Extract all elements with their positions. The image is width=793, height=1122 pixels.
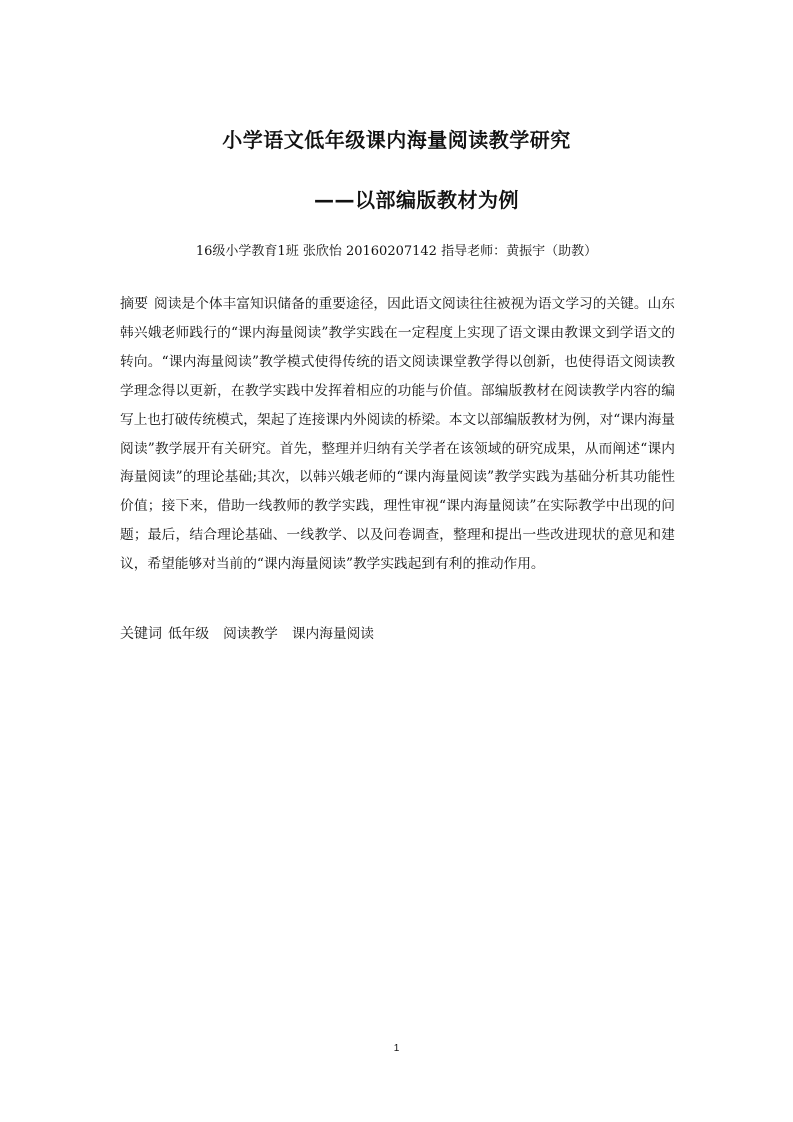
abstract-text: 阅读是个体丰富知识储备的重要途径，因此语文阅读往往被视为语文学习的关键。山东韩兴娥老师践行的“课内海量阅读”教学实践在一定程度上实现了语文课由教课文到学语文的转向。“课内海量阅读”教学模式使得传统的语文阅读课堂教学得以创新，也使得语文阅读教学理念得以更新，在教学实践中发挥着相应的功能与价值。部编版教材在阅读教学内容的编写上也打破传统模式，架起了连接课内外阅读的桥梁。本文以部编版教材为例，对“课内海量阅读”教学展开有关研究。首先，整理并归纳有关学者在该领域的研究成果，从而阐述“课内海量阅读”的理论基础;其次，以韩兴娥老师的“课内海量阅读”教学实践为基础分析其功能性价值；接下来，借助一线教师的教学实践，理性审视“课内海量阅读”在实际教学中出现的问题；最后，结合理论基础、一线教学、以及问卷调查，整理和提出一些改进现状的意见和建议，希望能够对当前的“课内海量阅读”教学实践起到有利的推动作用。 <box>120 296 675 573</box>
keyword-item: 阅读教学 <box>223 626 278 642</box>
author-line: 16级小学教育1班 张欣怡 20160207142 指导老师：黄振宇（助教） <box>195 244 598 259</box>
abstract-label: 摘要 <box>120 296 149 312</box>
keyword-item: 课内海量阅读 <box>291 626 374 642</box>
keywords-line <box>120 623 388 645</box>
keyword-item: 低年级 <box>168 626 210 642</box>
paper-subtitle: ——以部编版教材为例 <box>314 188 519 212</box>
paper-title: 小学语文低年级课内海量阅读教学研究 <box>222 128 571 152</box>
keywords-label: 关键词 <box>120 626 162 642</box>
page-number: 1 <box>393 1043 400 1054</box>
abstract-paragraph <box>120 290 675 579</box>
